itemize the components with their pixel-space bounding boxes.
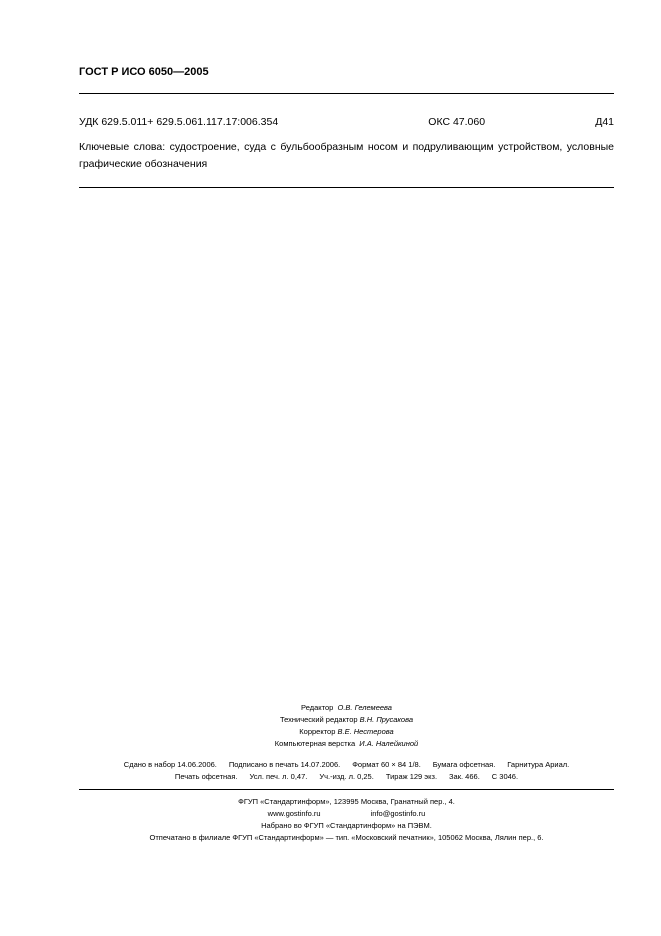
credit-line — [79, 714, 614, 726]
oks-code: ОКС 47.060 — [428, 116, 486, 128]
print-field: Зак. 466. — [449, 772, 480, 781]
divider — [79, 93, 614, 94]
print-field: Печать офсетная. — [174, 772, 238, 781]
print-field: Усл. печ. л. 0,47. — [249, 772, 308, 781]
print-field: Тираж 129 экз. — [385, 772, 438, 781]
credit-role: Корректор — [299, 727, 336, 736]
credit-name: В.Е. Нестерова — [337, 727, 394, 736]
contacts — [79, 808, 614, 820]
print-field: С 3046. — [491, 772, 519, 781]
group-code: Д41 — [595, 116, 614, 128]
print-field: Гарнитура Ариал. — [507, 760, 570, 769]
print-field: Подписано в печать 14.07.2006. — [228, 760, 341, 769]
print-field: Уч.-изд. л. 0,25. — [319, 772, 374, 781]
print-line-1 — [79, 759, 614, 771]
print-field: Бумага офсетная. — [432, 760, 496, 769]
credit-name: О.В. Гелемеева — [337, 703, 392, 712]
credits — [79, 702, 614, 750]
divider — [79, 789, 614, 790]
credit-line — [79, 702, 614, 714]
typeset-note: Набрано во ФГУП «Стандартинформ» на ПЭВМ. — [261, 821, 432, 830]
print-field: Сдано в набор 14.06.2006. — [123, 760, 217, 769]
credit-name: И.А. Налейкиной — [359, 739, 419, 748]
print-field: Формат 60 × 84 1/8. — [352, 760, 421, 769]
printed-note: Отпечатано в филиале ФГУП «Стандартинформ» — тип. «Московский печатник», 105062 Москва, Лялин пер., 6. — [149, 833, 544, 842]
udk-code: УДК 629.5.011+ 629.5.061.117.17:006.354 — [79, 116, 279, 128]
credit-role: Технический редактор — [279, 715, 358, 724]
credit-name: В.Н. Прусакова — [359, 715, 414, 724]
email-link[interactable]: info@gostinfo.ru — [370, 809, 426, 818]
print-line-2 — [79, 771, 614, 783]
document-title: ГОСТ Р ИСО 6050—2005 — [79, 66, 209, 78]
credit-line — [79, 726, 614, 738]
classification-line — [79, 116, 614, 128]
publisher-address: ФГУП «Стандартинформ», 123995 Москва, Гранатный пер., 4. — [238, 797, 455, 806]
print-info — [79, 759, 614, 783]
credit-role: Редактор — [301, 703, 334, 712]
divider — [79, 187, 614, 188]
publisher-footer — [79, 796, 614, 844]
keywords: Ключевые слова: судостроение, суда с бульбообразным носом и подруливающим устройством, условные графические обозначения — [79, 141, 614, 170]
website-link[interactable]: www.gostinfo.ru — [267, 809, 321, 818]
credit-role: Компьютерная верстка — [274, 739, 356, 748]
credit-line — [79, 738, 614, 750]
